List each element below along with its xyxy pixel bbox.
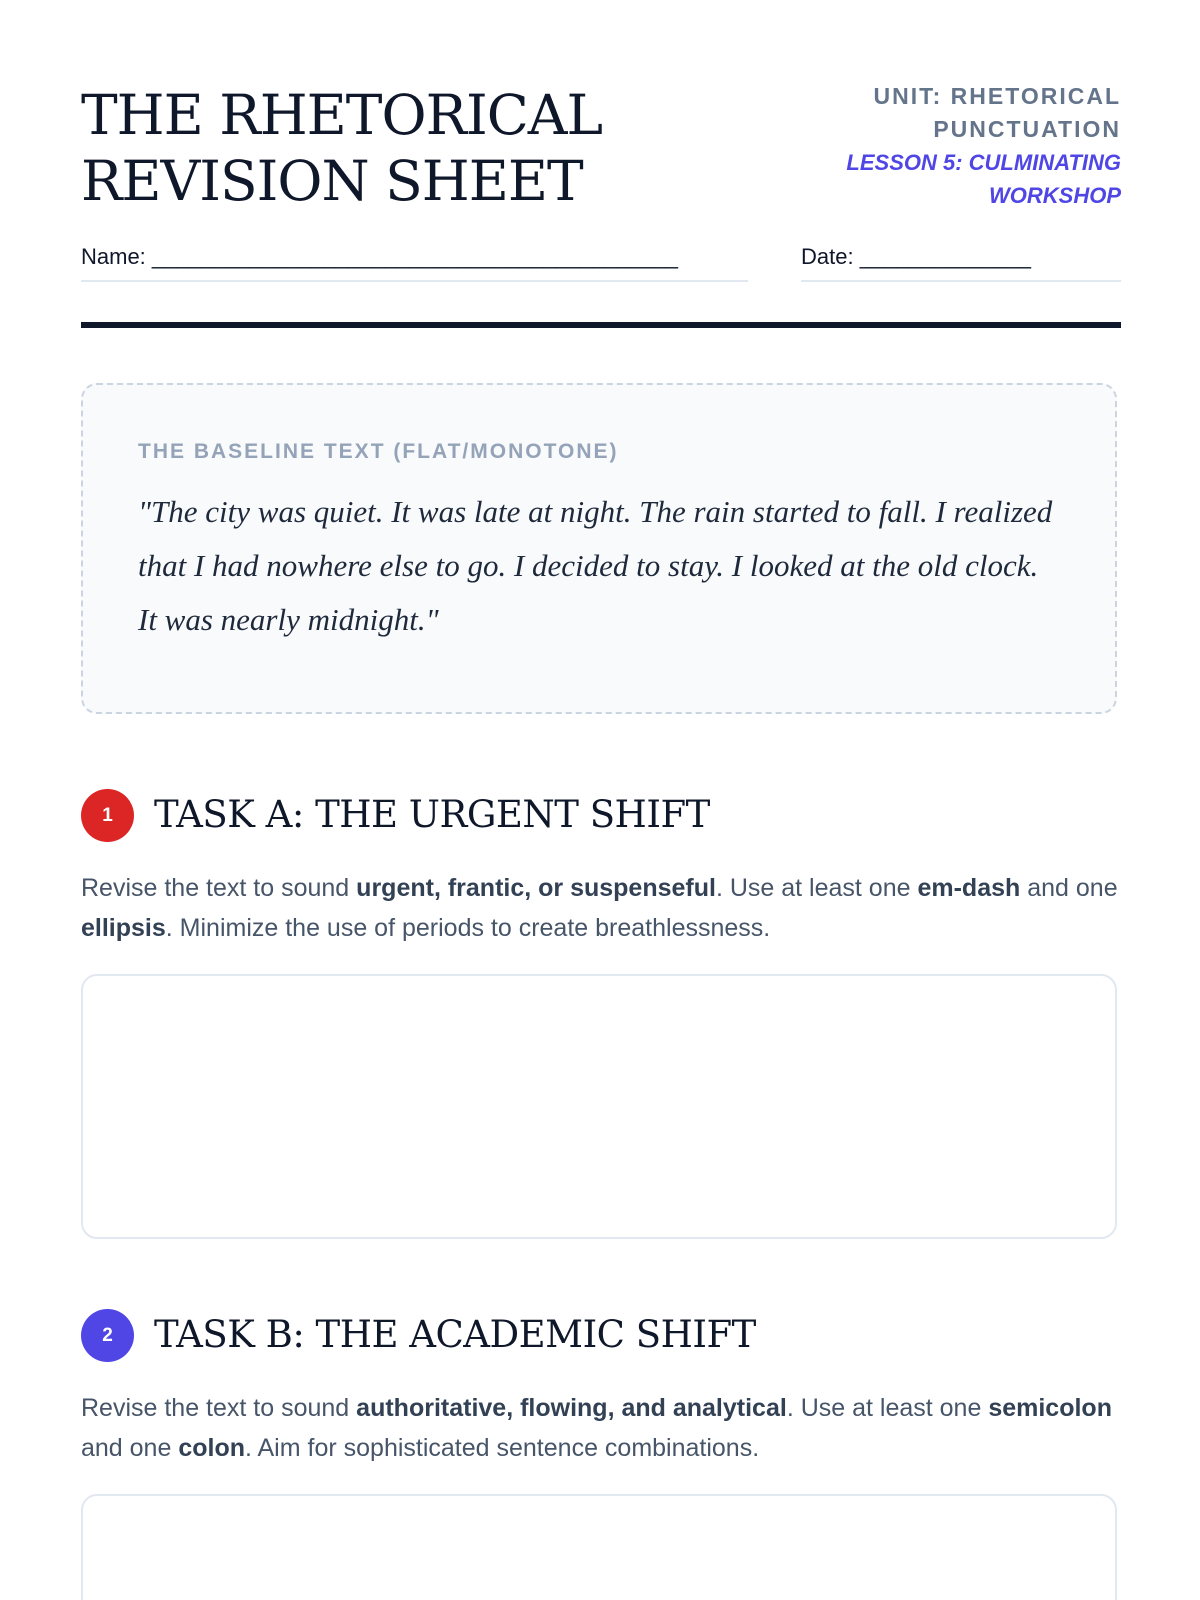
instruction-text: . Aim for sophisticated sentence combinations. — [245, 1434, 760, 1462]
instruction-emphasis: em-dash — [917, 874, 1021, 902]
task-number-badge: 1 — [81, 789, 134, 842]
instruction-emphasis: authoritative, flowing, and analytical — [356, 1394, 787, 1422]
lesson-label: LESSON 5: CULMINATING WORKSHOP — [846, 150, 1121, 208]
instruction-text: and one — [1020, 874, 1118, 902]
baseline-quote: "The city was quiet. It was late at night. The rain started to fall. I realized that I had nowhere else to go. I decided to stay. I looked at the old clock. It was nearly midnight." — [138, 494, 1053, 637]
instruction-text: . Use at least one — [715, 874, 918, 902]
header-divider — [81, 322, 1121, 328]
task-number-badge: 2 — [81, 1309, 134, 1362]
task-b-answer-box[interactable] — [81, 1494, 1117, 1600]
name-field[interactable]: Name: ___________________________________________ — [81, 240, 748, 282]
instruction-emphasis: urgent, frantic, or suspenseful — [356, 874, 716, 902]
page-title: THE RHETORICAL REVISION SHEET — [81, 83, 603, 213]
lesson-meta — [801, 80, 1121, 212]
task-b-heading — [81, 1308, 1121, 1362]
instruction-text: Revise the text to sound — [81, 874, 357, 902]
instruction-text: . Minimize the use of periods to create breathlessness. — [165, 914, 771, 942]
task-b-instructions — [81, 1388, 1121, 1468]
task-a-answer-box[interactable] — [81, 974, 1117, 1239]
instruction-emphasis: semicolon — [988, 1394, 1112, 1422]
instruction-text: . Use at least one — [786, 1394, 989, 1422]
baseline-text-box — [81, 383, 1117, 714]
instruction-text: Revise the text to sound — [81, 1394, 357, 1422]
task-a-instructions — [81, 868, 1121, 948]
baseline-label: THE BASELINE TEXT (FLAT/MONOTONE) — [138, 440, 619, 463]
task-title: TASK A: THE URGENT SHIFT — [154, 793, 710, 836]
instruction-emphasis: ellipsis — [81, 914, 166, 942]
instruction-text: and one — [81, 1434, 179, 1462]
worksheet-page — [81, 0, 1121, 1600]
task-a-heading — [81, 788, 1121, 842]
date-field[interactable]: Date: ______________ — [801, 240, 1121, 282]
instruction-emphasis: colon — [178, 1434, 245, 1462]
unit-label: UNIT: RHETORICAL PUNCTUATION — [873, 83, 1121, 142]
task-title: TASK B: THE ACADEMIC SHIFT — [154, 1313, 756, 1356]
